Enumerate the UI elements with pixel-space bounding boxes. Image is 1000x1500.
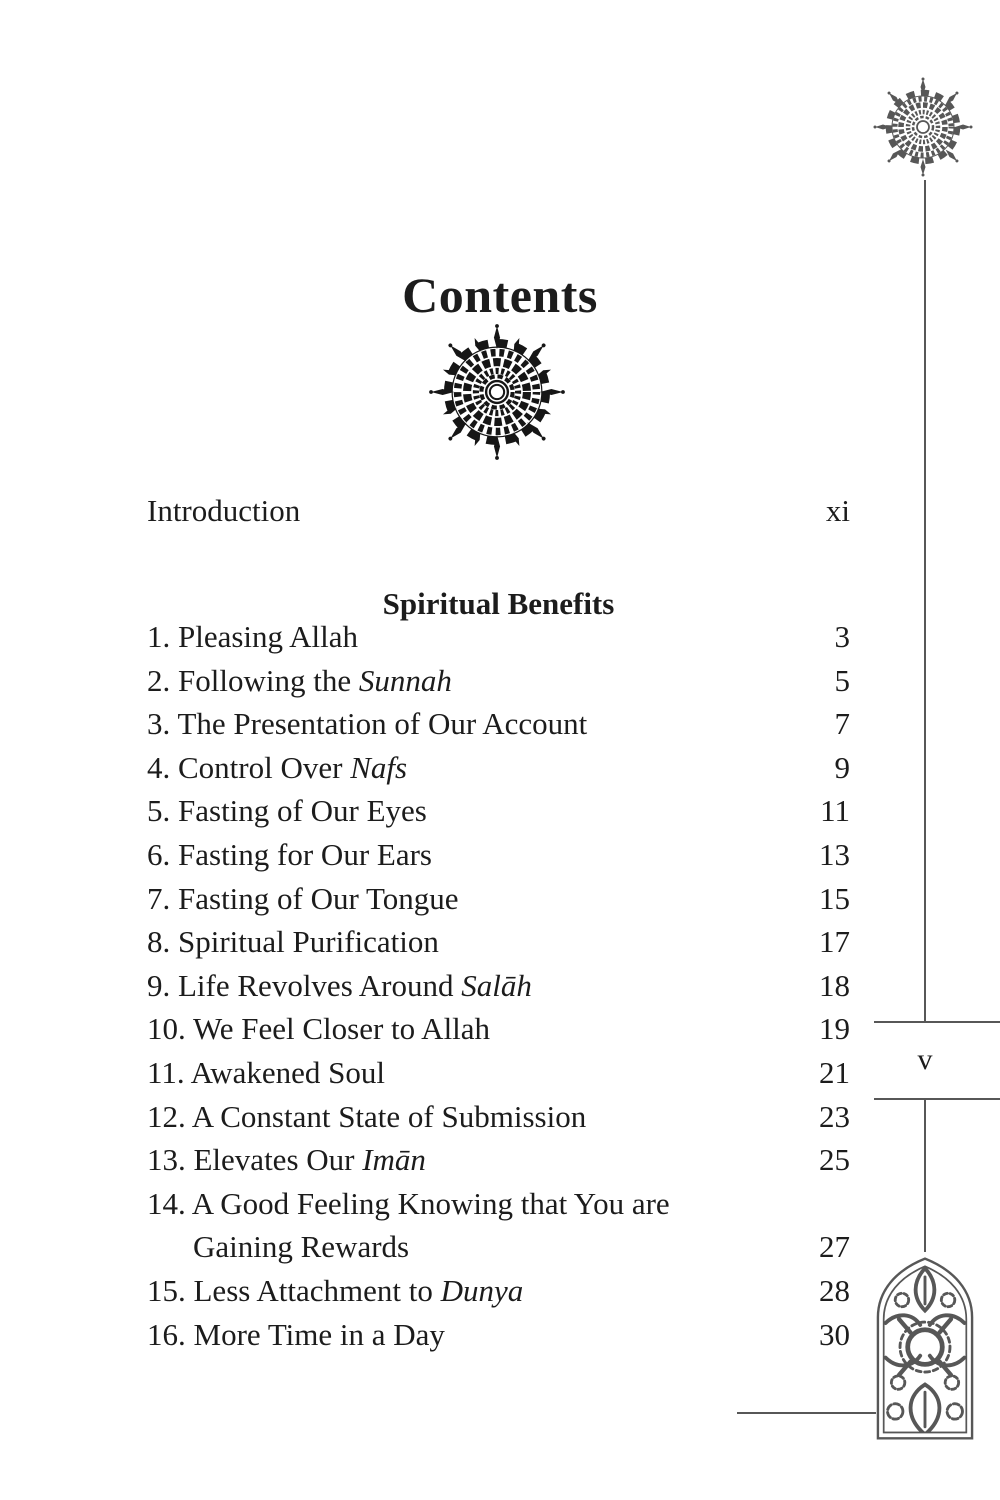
folio-rule-top <box>874 1021 1000 1023</box>
toc-entry-number: 8. <box>147 924 171 960</box>
toc-entry-title: 3. The Presentation of Our Account <box>147 706 588 742</box>
toc-entry <box>147 1313 850 1357</box>
toc-entry-title-italic: Sunnah <box>358 662 452 698</box>
toc-entry-number: 10. <box>147 1011 186 1047</box>
toc-entry-page: 21 <box>819 1054 850 1090</box>
toc-entry-page: 5 <box>834 662 850 698</box>
toc-entry-title: 7. Fasting of Our Tongue <box>147 880 459 916</box>
toc-entry-title: 12. A Constant State of Submission <box>147 1098 587 1134</box>
page-folio: v <box>917 1043 933 1076</box>
toc-entry-continuation <box>147 1225 850 1269</box>
toc-entry <box>147 1182 850 1226</box>
toc-entry-title: 14. A Good Feeling Knowing that You are <box>147 1185 670 1221</box>
page-title: Contents <box>402 266 598 323</box>
toc-entry-number: 16. <box>147 1316 186 1352</box>
toc-entry-page: 9 <box>834 749 850 785</box>
toc-entry-page: 27 <box>819 1229 850 1265</box>
toc-entry-title-line2: Gaining Rewards <box>193 1229 410 1265</box>
toc-entry-page: 11 <box>820 793 850 829</box>
toc-entry-number: 14. <box>147 1185 186 1221</box>
toc-entry <box>147 920 850 964</box>
toc-introduction-page: xi <box>825 493 850 528</box>
toc-entry <box>147 615 850 659</box>
toc-entry-page: 23 <box>819 1098 850 1134</box>
toc-entry-title: 15. Less Attachment to Dunya <box>147 1272 524 1308</box>
toc-entry-number: 12. <box>147 1098 186 1134</box>
toc-entry-page: 28 <box>819 1272 850 1308</box>
toc-introduction-label: Introduction <box>147 493 301 528</box>
toc-entry <box>147 746 850 790</box>
toc-entry <box>147 1269 850 1313</box>
toc-entry-number: 5. <box>147 793 171 829</box>
small-mandala-rosette-icon <box>873 77 973 182</box>
toc-entry-number: 13. <box>147 1142 186 1178</box>
toc-entry-title: 1. Pleasing Allah <box>147 619 358 654</box>
toc-entry <box>147 1138 850 1182</box>
toc-entry-title: 13. Elevates Our Imān <box>147 1142 426 1178</box>
toc-entry-title-italic: Nafs <box>350 749 408 785</box>
toc-entry <box>147 877 850 921</box>
toc-entry <box>147 659 850 703</box>
toc-entry-title: 16. More Time in a Day <box>147 1316 445 1352</box>
toc-entry-page: 3 <box>834 619 850 654</box>
toc-entry-number: 11. <box>147 1054 185 1090</box>
toc-entry-number: 15. <box>147 1272 186 1308</box>
toc-section-heading: Spiritual Benefits <box>382 585 615 621</box>
toc-entry-title-italic: Imān <box>362 1142 426 1178</box>
toc-entry-number: 2. <box>147 662 171 698</box>
toc-entries <box>147 615 850 1356</box>
toc-entry-number: 7. <box>147 880 171 916</box>
toc-entry-page: 19 <box>819 1011 850 1047</box>
toc-entry-page: 7 <box>834 706 850 742</box>
margin-rule-vertical-bottom <box>924 1100 926 1252</box>
toc-entry-title: 11. Awakened Soul <box>147 1054 385 1090</box>
toc-entry-number: 6. <box>147 836 171 872</box>
toc-entry <box>147 1007 850 1051</box>
toc-front-matter-row <box>147 489 850 533</box>
toc-entry-page: 30 <box>819 1316 850 1352</box>
toc-entry <box>147 702 850 746</box>
toc-entry <box>147 1051 850 1095</box>
toc-entry <box>147 789 850 833</box>
toc-entry-number: 1. <box>147 619 171 654</box>
toc-entry-title-italic: Salāh <box>461 967 532 1003</box>
folio-rule-bottom <box>874 1098 1000 1100</box>
toc-entry-title: 9. Life Revolves Around Salāh <box>147 967 532 1003</box>
toc-entry-number: 3. <box>147 706 171 742</box>
toc-entry-title: 8. Spiritual Purification <box>147 924 439 960</box>
toc-entry-title-italic: Dunya <box>440 1272 524 1308</box>
toc-entry-number: 9. <box>147 967 171 1003</box>
toc-entry-page: 18 <box>819 967 850 1003</box>
toc-entry-title: 6. Fasting for Our Ears <box>147 836 432 872</box>
toc-entry-title: 5. Fasting of Our Eyes <box>147 793 427 829</box>
toc-entry <box>147 1095 850 1139</box>
toc-entry-page: 13 <box>819 836 850 872</box>
toc-entry-page: 25 <box>819 1142 850 1178</box>
toc-entry-title: 2. Following the Sunnah <box>147 662 452 698</box>
toc-entry-title: 10. We Feel Closer to Allah <box>147 1011 491 1047</box>
toc-entry <box>147 964 850 1008</box>
toc-entry-page: 15 <box>819 880 850 916</box>
mandala-rosette-icon <box>429 324 565 465</box>
toc-entry-page: 17 <box>819 924 850 960</box>
footer-rule <box>737 1412 876 1414</box>
arch-lattice-icon <box>876 1252 974 1450</box>
toc-entry-number: 4. <box>147 749 171 785</box>
toc-entry-title: 4. Control Over Nafs <box>147 749 408 785</box>
toc-entry <box>147 833 850 877</box>
